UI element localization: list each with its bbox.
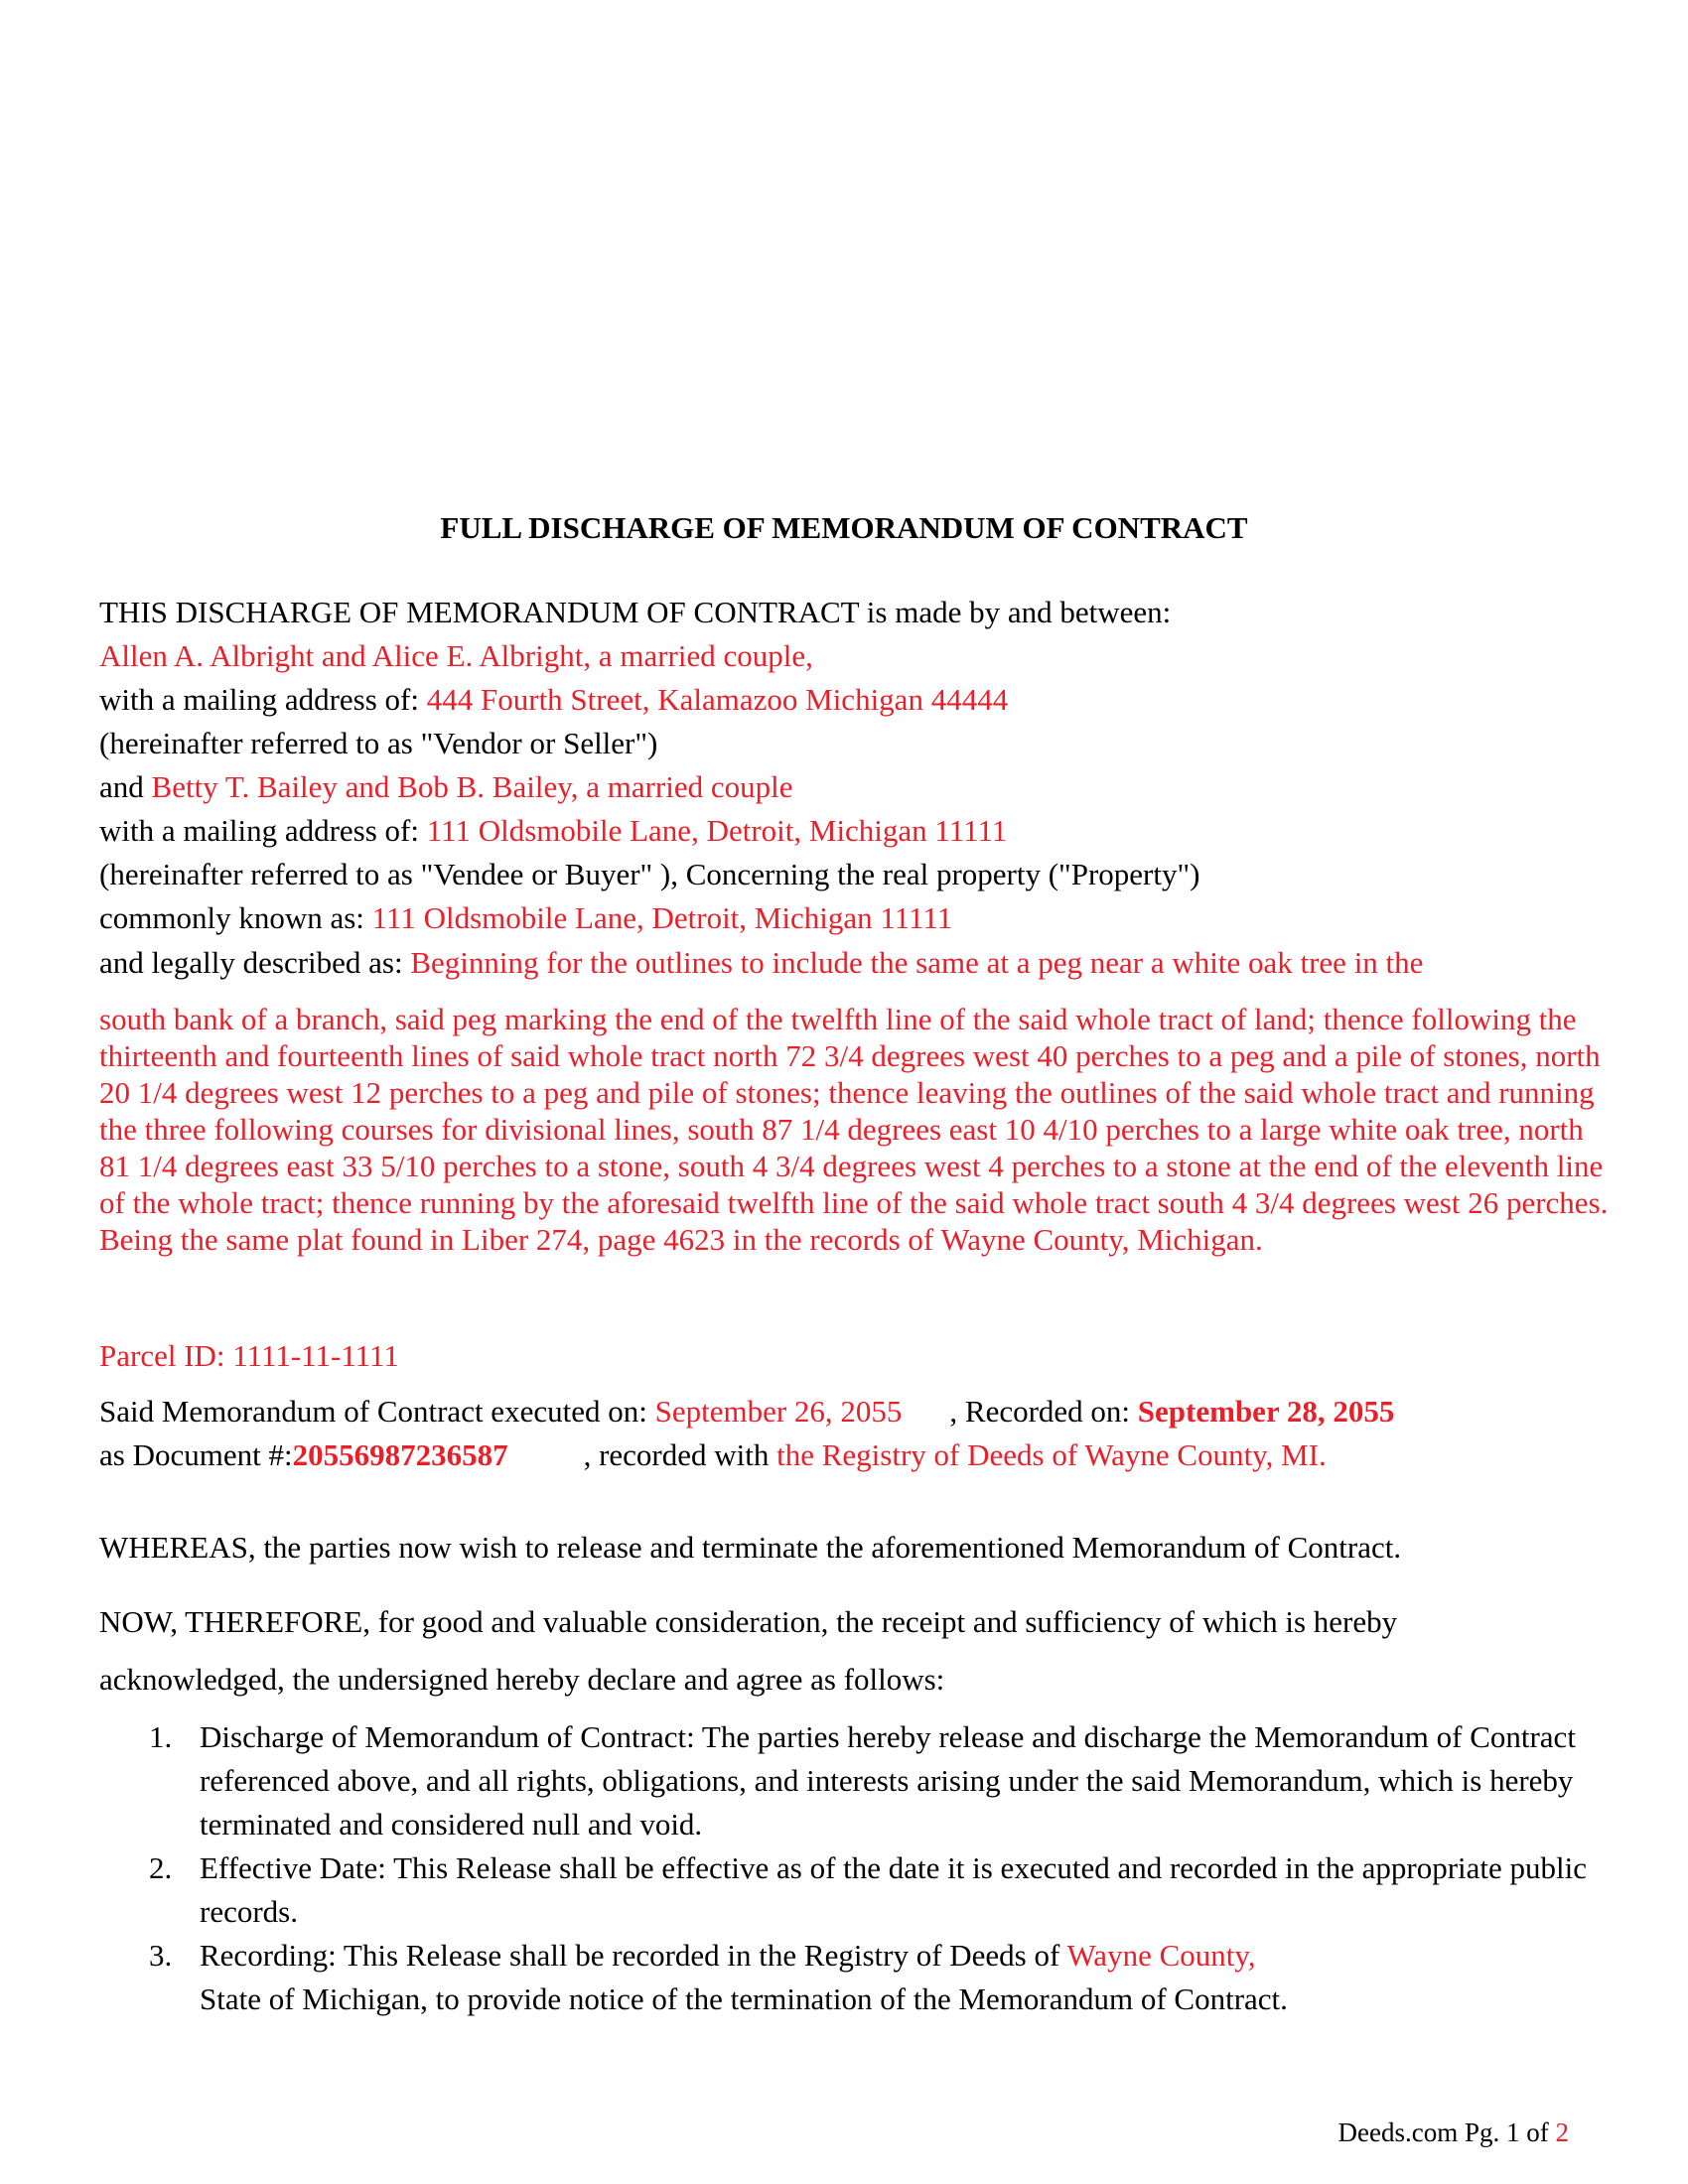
document-number-line (99, 1435, 1327, 1475)
clause-3-text-after: State of Michigan, to provide notice of the termination of the Memorandum of Contract. (200, 1981, 1288, 2016)
clause-number: 1. (149, 1719, 173, 1754)
vendor-address: 444 Fourth Street, Kalamazoo Michigan 44444 (426, 682, 1009, 717)
recorded-with-label: , recorded with (583, 1437, 770, 1472)
vendor-role-note: (hereinafter referred to as "Vendor or Seller") (99, 726, 658, 760)
vendor-address-label: with a mailing address of: (99, 682, 419, 717)
known-as-line (99, 898, 952, 938)
vendee-line (99, 767, 792, 807)
vendee-address-line (99, 811, 1007, 851)
clause-number: 2. (149, 1850, 173, 1885)
clause-text: Effective Date: This Release shall be effective as of the date it is executed and recorded in the appropriate public records. (200, 1850, 1588, 1929)
footer-page-label: Pg. 1 of (1464, 2117, 1549, 2147)
recorded-date: September 28, 2055 (1137, 1394, 1395, 1429)
legal-description-first: Beginning for the outlines to include the same at a peg near a white oak tree in the (410, 945, 1424, 980)
clause-text: Discharge of Memorandum of Contract: The parties hereby release and discharge the Memorandum of Contract referenced above, and all rights, obligations, and interests arising under the said Memorandum, which is hereby terminated and considered null and void. (200, 1719, 1576, 1842)
known-as-label: commonly known as: (99, 900, 364, 935)
parcel-id: Parcel ID: 1111-11-1111 (99, 1338, 399, 1373)
now-therefore-line-1: NOW, THEREFORE, for good and valuable consideration, the receipt and sufficiency of which is hereby (99, 1604, 1398, 1639)
legal-description-body: south bank of a branch, said peg marking the end of the twelfth line of the said whole tract of land; thence following the thirteenth and fourteenth lines of said whole tract north 72 3/4 degrees west 40 perches to a peg and a pile of stones, north 20 1/4 degrees west 12 perches to a peg and pile of stones; thence leaving the outlines of the said whole tract and running the three following courses for divisional lines, south 87 1/4 degrees east 10 4/10 perches to a large white oak tree, north 81 1/4 degrees east 33 5/10 perches to a stone, south 4 3/4 degrees west 4 perches to a stone at the end of the eleventh line of the whole tract; thence running by the aforesaid twelfth line of the said whole tract south 4 3/4 degrees west 26 perches. Being the same plat found in Liber 274, page 4623 in the records of Wayne County, Michigan. (99, 1002, 1609, 1257)
whereas-clause: WHEREAS, the parties now wish to release and terminate the aforementioned Memorandum of Contract. (99, 1530, 1402, 1565)
recorded-label: , Recorded on: (949, 1394, 1131, 1429)
now-therefore-line-2: acknowledged, the undersigned hereby declare and agree as follows: (99, 1662, 945, 1697)
footer-total-pages: 2 (1555, 2117, 1569, 2147)
clause-2 (99, 1846, 1609, 1934)
document-title: FULL DISCHARGE OF MEMORANDUM OF CONTRACT (440, 510, 1248, 545)
vendee-address-label: with a mailing address of: (99, 813, 419, 848)
vendor-names: Allen A. Albright and Alice E. Albright, a married couple, (99, 638, 813, 673)
document-number-label: as Document #: (99, 1437, 293, 1472)
clause-3-text-before: Recording: This Release shall be recorded in the Registry of Deeds of (200, 1938, 1060, 1973)
registry-name: the Registry of Deeds of Wayne County, MI. (776, 1437, 1327, 1472)
clause-3-county: Wayne County, (1066, 1938, 1256, 1973)
executed-label: Said Memorandum of Contract executed on: (99, 1394, 647, 1429)
document-number: 20556987236587 (292, 1437, 508, 1472)
vendee-address: 111 Oldsmobile Lane, Detroit, Michigan 11111 (426, 813, 1008, 848)
known-as-address: 111 Oldsmobile Lane, Detroit, Michigan 11111 (371, 900, 953, 935)
clause-text (200, 1934, 1688, 2021)
vendor-address-line (99, 680, 1008, 720)
executed-date: September 26, 2055 (654, 1394, 903, 1429)
vendee-and-label: and (99, 769, 144, 804)
clause-1 (99, 1715, 1609, 1846)
footer-site: Deeds.com (1337, 2117, 1459, 2147)
clause-3 (99, 1934, 1609, 2021)
legal-description-label: and legally described as: (99, 945, 403, 980)
intro-text: THIS DISCHARGE OF MEMORANDUM OF CONTRACT is made by and between: (99, 595, 1172, 629)
vendee-names: Betty T. Bailey and Bob B. Bailey, a married couple (151, 769, 793, 804)
memorandum-executed-line (99, 1392, 1394, 1432)
vendee-role-note: (hereinafter referred to as "Vendee or Buyer" ), Concerning the real property ("Property") (99, 857, 1200, 891)
legal-description-line (99, 943, 1423, 983)
clause-number: 3. (149, 1938, 173, 1973)
legal-description (99, 1001, 1609, 1258)
page-footer (1338, 2115, 1569, 2150)
